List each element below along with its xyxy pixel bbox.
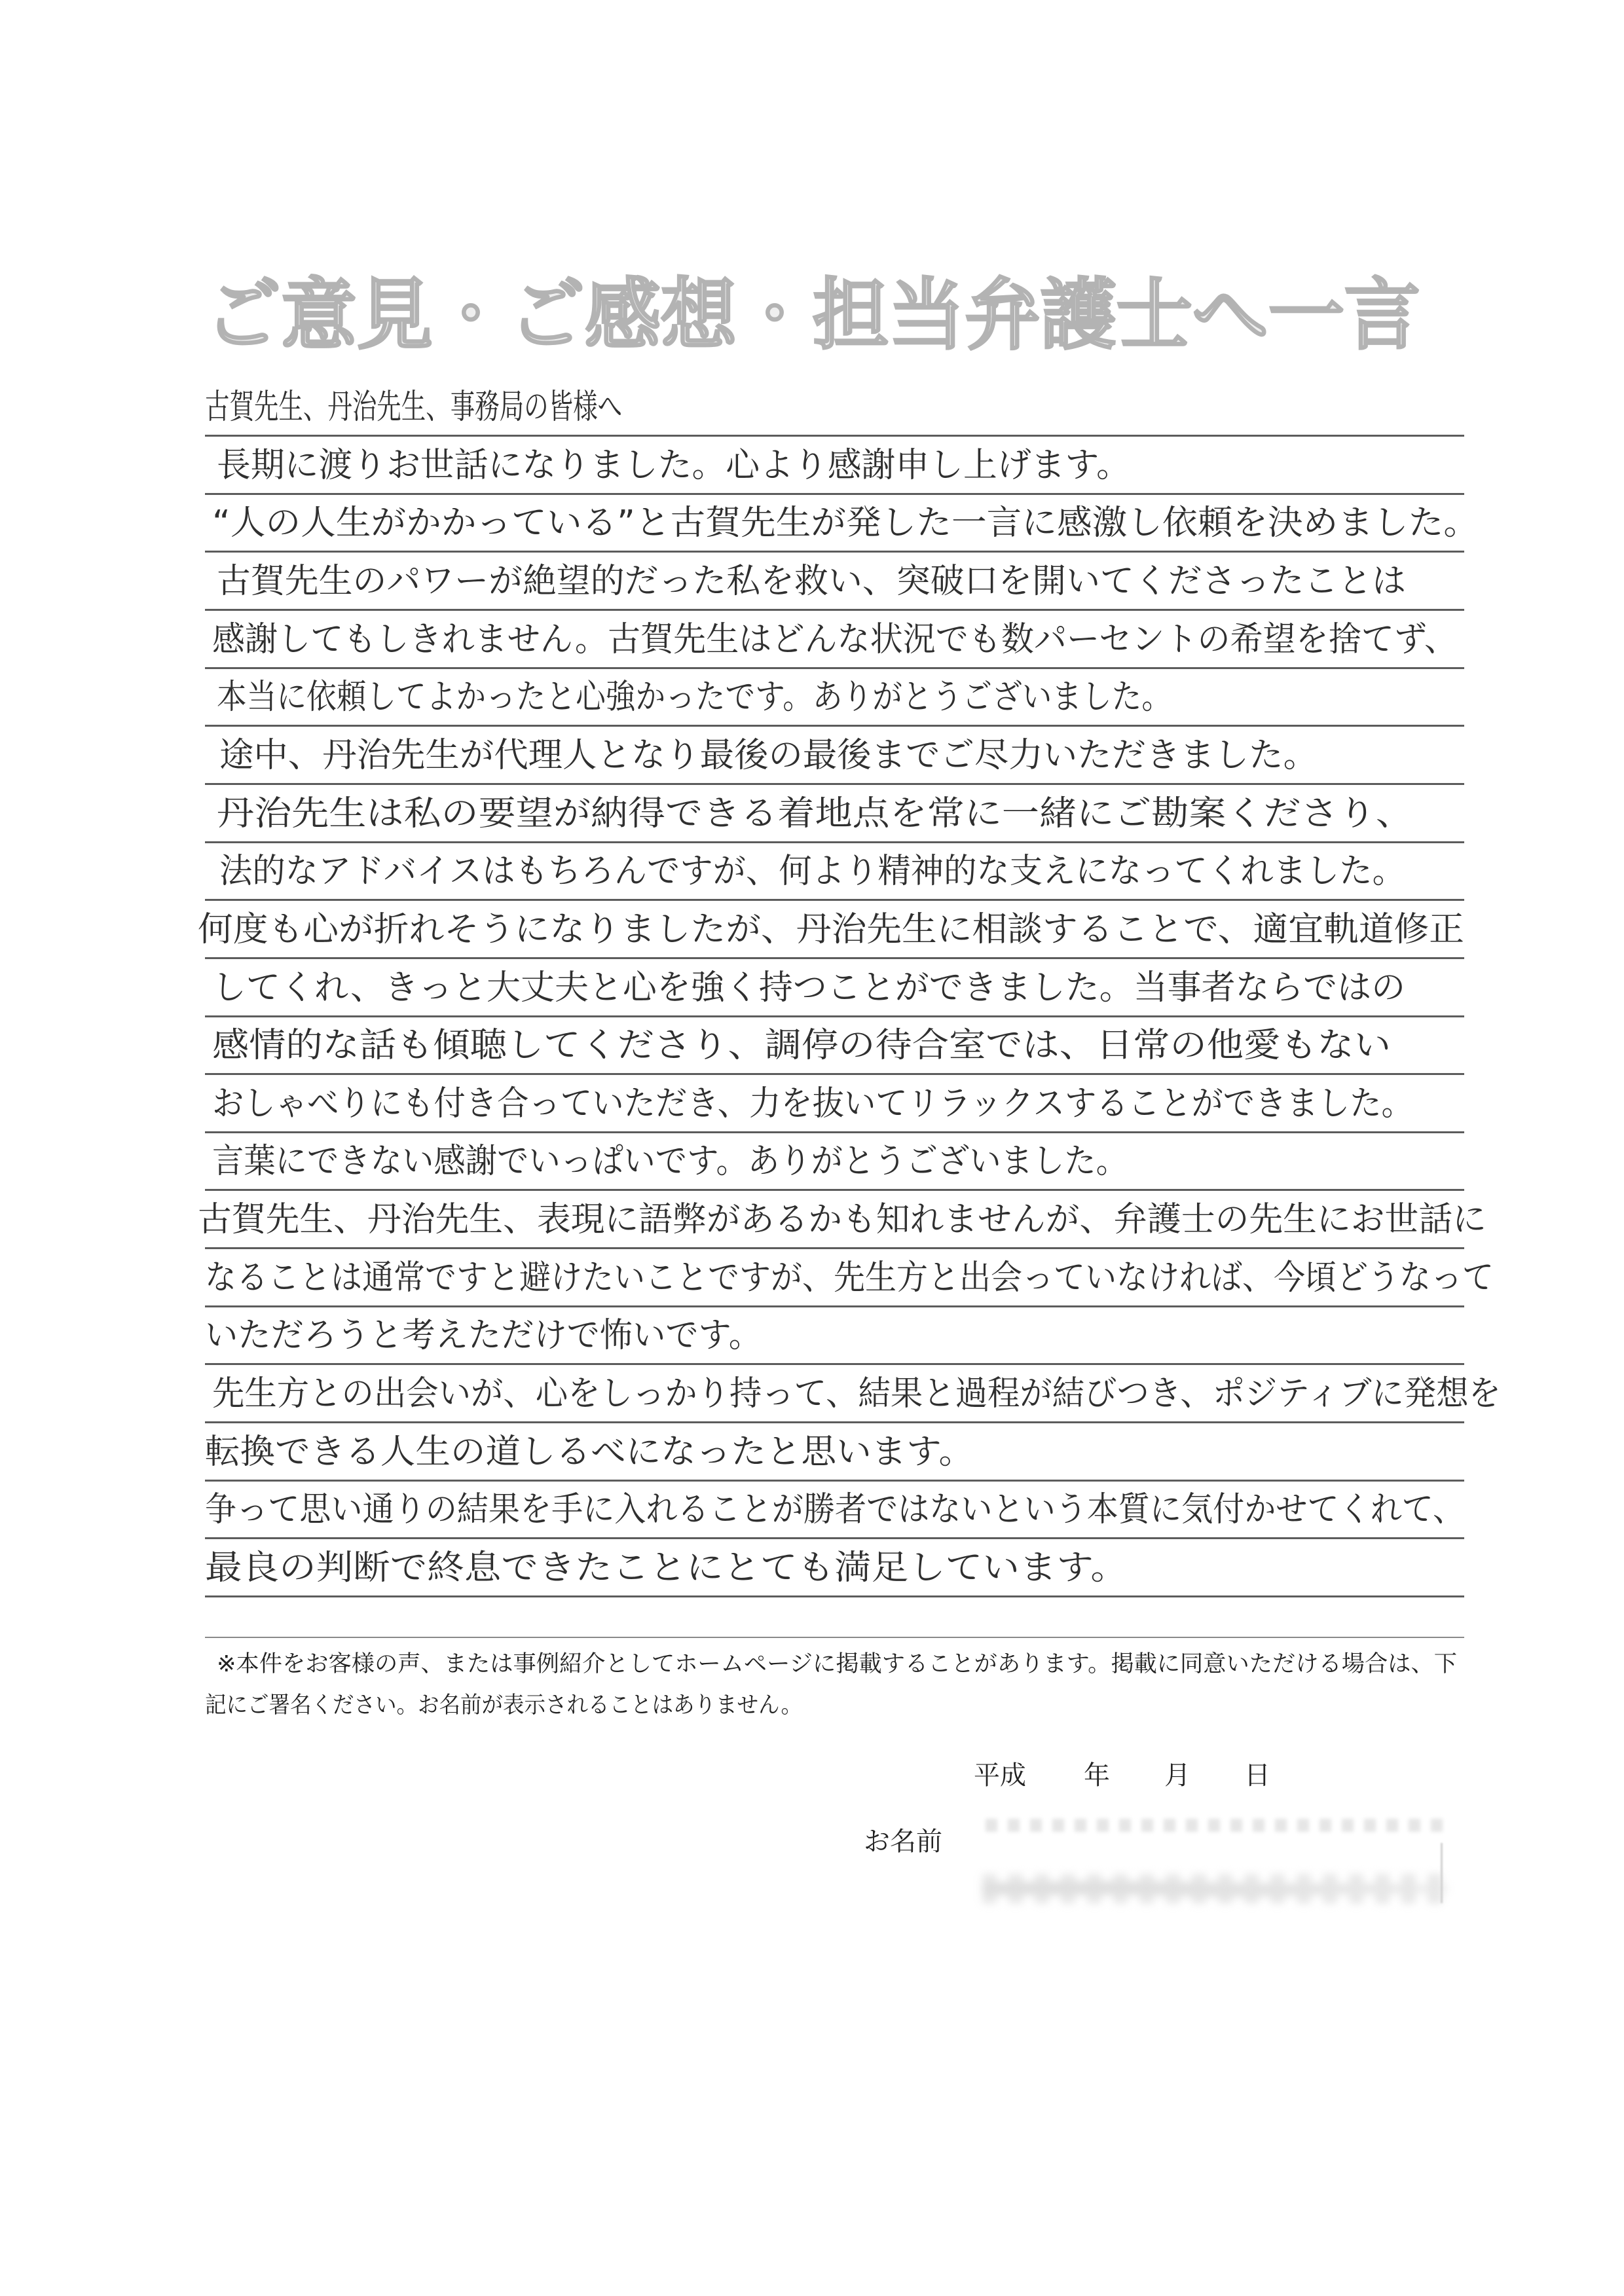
ruled-line	[205, 1247, 1464, 1249]
ruled-line	[205, 899, 1464, 901]
ruled-line	[205, 841, 1464, 843]
handwritten-line: 長期に渡りお世話になりました。心より感謝申し上げます。	[217, 446, 1130, 485]
handwritten-line: 本当に依頼してよかったと心強かったです。ありがとうございました。	[217, 678, 1172, 717]
handwritten-line: してくれ、きっと大丈夫と心を強く持つことができました。当事者ならではの	[212, 968, 1406, 1008]
ruled-line	[205, 1189, 1464, 1191]
ruled-line	[205, 1421, 1464, 1423]
redacted-signature-top	[986, 1819, 1444, 1832]
ruled-line	[205, 551, 1464, 553]
handwritten-line: “人の人生がかかっている”と古賀先生が発した一言に感激し依頼を決めました。	[212, 503, 1479, 543]
ruled-line	[205, 1305, 1464, 1307]
redacted-signature-edge	[1441, 1843, 1443, 1903]
handwritten-line: 感謝してもしきれません。古賀先生はどんな状況でも数パーセントの希望を捨てず、	[212, 620, 1458, 659]
ruled-line	[205, 493, 1464, 495]
ruled-line	[205, 1363, 1464, 1365]
handwritten-line: 感情的な話も傾聴してくださり、調停の待合室では、日常の他愛もない	[212, 1026, 1391, 1065]
ruled-line	[205, 1595, 1464, 1597]
handwritten-line: 丹治先生は私の要望が納得できる着地点を常に一緒にご勘案くださり、	[217, 794, 1413, 833]
handwritten-line: 途中、丹治先生が代理人となり最後の最後までご尽力いただきました。	[219, 736, 1318, 775]
redacted-signature-bottom	[982, 1874, 1449, 1904]
name-label: お名前	[864, 1827, 942, 1857]
form-title: ご意見・ご感想・担当弁護士へ一言	[205, 270, 1420, 360]
date-era: 平成	[974, 1760, 1026, 1791]
handwritten-line: 転換できる人生の道しるべになったと思います。	[205, 1432, 974, 1472]
ruled-line	[205, 667, 1464, 669]
notice-text: ※本件をお客様の声、または事例紹介としてホームページに掲載することがあります。掲載に同意いただける場合は、下	[217, 1651, 1458, 1677]
handwritten-line: 何度も心が折れそうになりましたが、丹治先生に相談することで、適宜軌道修正	[198, 910, 1465, 949]
ruled-line	[205, 1480, 1464, 1482]
ruled-line	[205, 1073, 1464, 1075]
handwritten-line: 言葉にできない感謝でいっぱいです。ありがとうございました。	[212, 1142, 1128, 1181]
date-year-label: 年	[1084, 1760, 1110, 1791]
date-month-label: 月	[1164, 1760, 1190, 1791]
ruled-line	[205, 609, 1464, 611]
ruled-line	[205, 1131, 1464, 1133]
handwritten-line: 争って思い通りの結果を手に入れることが勝者ではないという本質に気付かせてくれて、	[205, 1490, 1465, 1529]
ruled-line	[205, 957, 1464, 959]
ruled-line	[205, 1015, 1464, 1017]
handwritten-line: 最良の判断で終息できたことにとても満足しています。	[205, 1548, 1128, 1588]
notice-separator	[205, 1637, 1464, 1638]
ruled-line	[205, 1537, 1464, 1539]
handwritten-line: おしゃべりにも付き合っていただき、力を抜いてリラックスすることができました。	[212, 1084, 1413, 1123]
handwritten-line: なることは通常ですと避けたいことですが、先生方と出会っていなければ、今頃どうなって	[205, 1258, 1494, 1298]
date-day-label: 日	[1244, 1760, 1270, 1791]
handwritten-line: 古賀先生、丹治先生、事務局の皆様へ	[205, 388, 623, 427]
notice-text: 記にご署名ください。お名前が表示されることはありません。	[205, 1692, 802, 1719]
ruled-line	[205, 435, 1464, 437]
handwritten-line: 古賀先生のパワーが絶望的だった私を救い、突破口を開いてくださったことは	[217, 562, 1407, 601]
handwritten-line: いただろうと考えただけで怖いです。	[205, 1316, 762, 1355]
handwritten-line: 古賀先生、丹治先生、表現に語弊があるかも知れませんが、弁護士の先生にお世話に	[198, 1200, 1486, 1239]
handwritten-line: 法的なアドバイスはもちろんですが、何より精神的な支えになってくれました。	[219, 852, 1405, 891]
ruled-line	[205, 725, 1464, 727]
ruled-line	[205, 783, 1464, 785]
handwritten-line: 先生方との出会いが、心をしっかり持って、結果と過程が結びつき、ポジティブに発想を	[212, 1374, 1502, 1413]
